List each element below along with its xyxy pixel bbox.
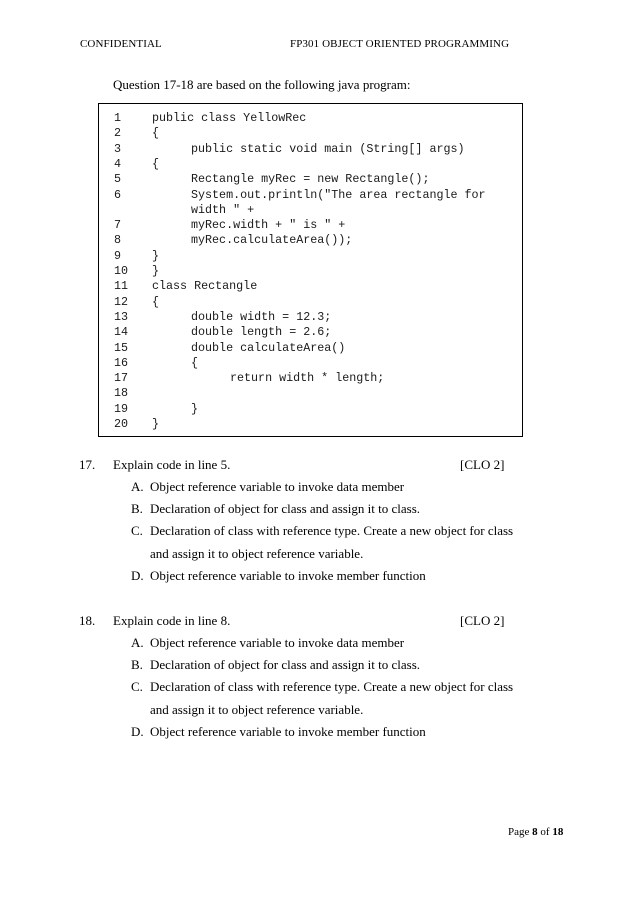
code-text: double width = 12.3; — [191, 309, 332, 324]
line-number: 9 — [114, 248, 122, 263]
option-text: Declaration of class with reference type. Create a new object for class and assign it to object reference variable. — [150, 679, 514, 717]
line-number: 3 — [114, 141, 122, 156]
code-line — [99, 417, 522, 435]
code-text: double length = 2.6; — [191, 325, 332, 340]
option-text: Object reference variable to invoke data member — [150, 479, 405, 494]
line-number: 12 — [114, 294, 129, 309]
code-text: { — [152, 156, 160, 171]
line-number: 5 — [114, 172, 122, 187]
line-number: 13 — [114, 309, 129, 324]
line-number: 19 — [114, 401, 129, 416]
question-clo: [CLO 2] — [460, 457, 505, 472]
header-confidential: CONFIDENTIAL — [80, 38, 162, 50]
question-text: Explain code in line 5. — [113, 457, 231, 472]
option-letter: B. — [131, 657, 143, 672]
line-number: 1 — [114, 111, 122, 125]
code-text: } — [152, 417, 160, 431]
line-number: 17 — [114, 371, 129, 386]
line-number: 15 — [114, 340, 129, 355]
total-pages: 18 — [552, 826, 564, 838]
code-text: { — [191, 355, 199, 370]
option-letter: C. — [131, 679, 143, 694]
question-number: 17. — [79, 457, 96, 472]
page-footer — [508, 826, 563, 838]
code-text: myRec.calculateArea()); — [191, 233, 353, 248]
code-text: { — [152, 126, 160, 141]
question-text: Explain code in line 8. — [113, 613, 231, 628]
line-number: 18 — [114, 386, 129, 401]
code-listing — [98, 103, 523, 437]
option-letter: D. — [131, 568, 144, 583]
option-letter: C. — [131, 523, 143, 538]
option-letter: A. — [131, 479, 144, 494]
code-text: double calculateArea() — [191, 340, 346, 355]
line-number: 8 — [114, 233, 122, 248]
code-text: public static void main (String[] args) — [191, 141, 465, 156]
code-text: } — [191, 401, 199, 416]
code-text: public class YellowRec — [152, 111, 307, 125]
code-text: } — [152, 264, 160, 278]
page-label: Page — [508, 826, 530, 838]
question-clo: [CLO 2] — [460, 613, 505, 628]
code-text: return width * length; — [230, 371, 385, 386]
line-number: 4 — [114, 156, 122, 171]
option-text: Object reference variable to invoke member function — [150, 724, 426, 739]
question-number: 18. — [79, 613, 96, 628]
line-number: 11 — [114, 279, 129, 294]
line-number: 2 — [114, 126, 122, 141]
page-number: 8 — [532, 826, 538, 838]
code-text: Rectangle myRec = new Rectangle(); — [191, 172, 430, 187]
line-number: 14 — [114, 325, 129, 340]
line-number: 10 — [114, 264, 129, 278]
option-letter: D. — [131, 724, 144, 739]
code-text: System.out.println("The area rectangle for — [191, 187, 486, 202]
line-number: 7 — [114, 218, 122, 233]
option-text: Object reference variable to invoke member function — [150, 568, 426, 583]
option-letter: A. — [131, 635, 144, 650]
line-number: 20 — [114, 417, 129, 431]
code-text: myRec.width + " is " + — [191, 218, 346, 233]
option-text: Object reference variable to invoke data member — [150, 635, 405, 650]
line-number: 16 — [114, 355, 129, 370]
option-text: Declaration of object for class and assign it to class. — [150, 501, 421, 516]
line-number: 6 — [114, 187, 122, 202]
code-text: { — [152, 294, 160, 309]
code-text: width " + — [191, 202, 255, 217]
questions-intro: Question 17-18 are based on the following java program: — [113, 77, 411, 92]
option-text: Declaration of object for class and assign it to class. — [150, 657, 421, 672]
header-course-title: FP301 OBJECT ORIENTED PROGRAMMING — [290, 38, 510, 50]
code-text: class Rectangle — [152, 279, 258, 294]
option-text: Declaration of class with reference type. Create a new object for class and assign it to object reference variable. — [150, 523, 514, 561]
option-letter: B. — [131, 501, 143, 516]
of-label: of — [540, 826, 550, 838]
code-text: } — [152, 248, 160, 263]
